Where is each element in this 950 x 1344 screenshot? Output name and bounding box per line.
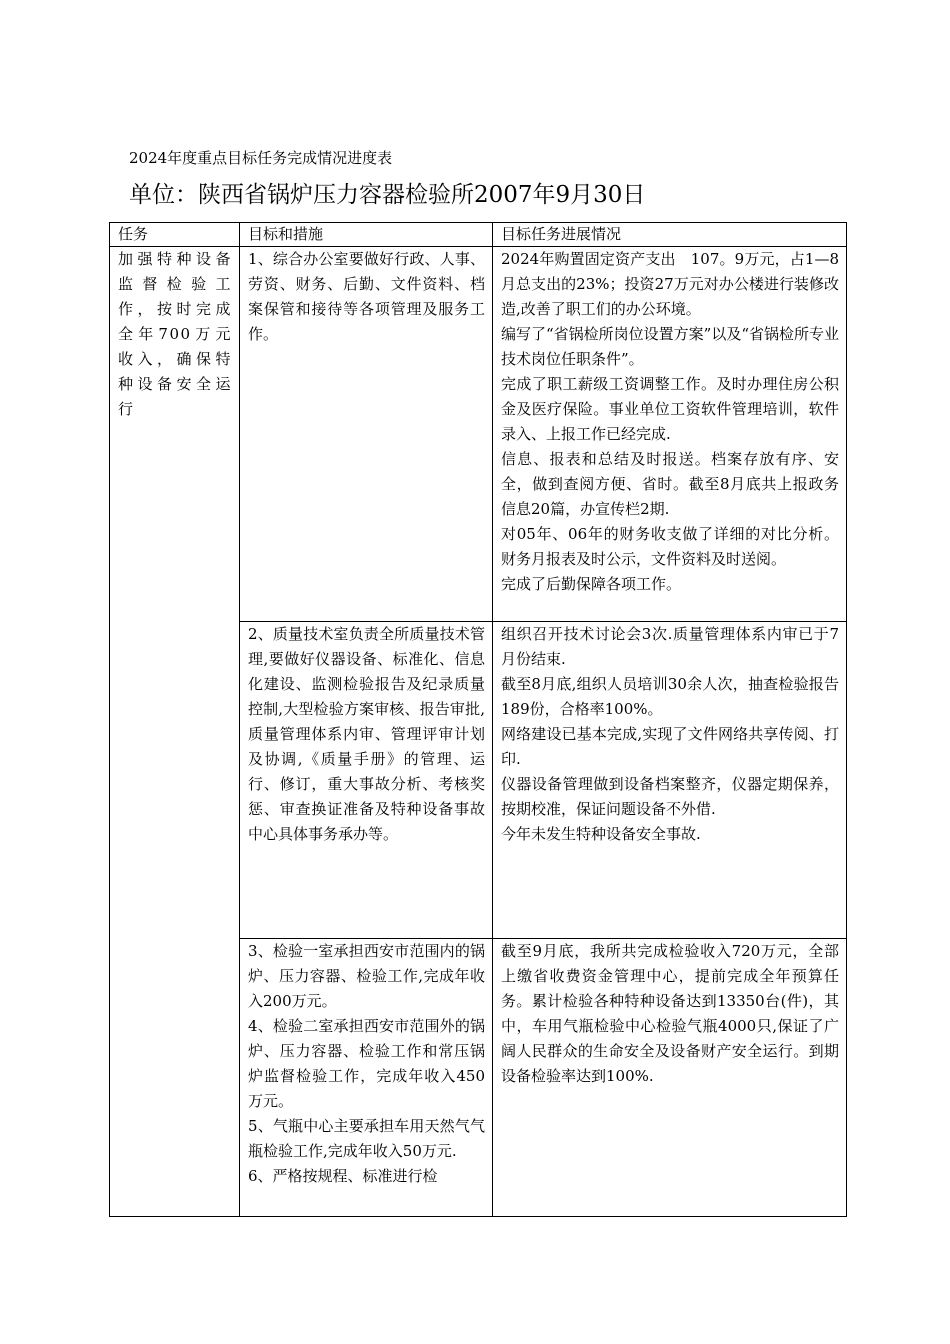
- progress-paragraph: 今年未发生特种设备安全事故.: [501, 825, 701, 843]
- table-row: [110, 247, 847, 622]
- goal-paragraph: 6、严格按规程、标准进行检: [248, 1167, 438, 1185]
- progress-paragraph: 截至9月底，我所共完成检验收入720万元，全部上缴省收费资金管理中心，提前完成全年预算任务。累计检验各种特种设备达到13350台(件)，其中，车用气瓶检验中心检验气瓶4000只,保证了广阔人民群众的生命安全及设备财产安全运行。到期设备检验率达到100%.: [501, 942, 839, 1085]
- goal-paragraph: 5、气瓶中心主要承担车用天然气气瓶检验工作,完成年收入50万元.: [248, 1117, 485, 1160]
- progress-paragraph: 编写了“省锅检所岗位设置方案”以及“省锅检所专业技术岗位任职条件”。: [501, 325, 840, 368]
- document-title: 2024年度重点目标任务完成情况进度表: [129, 149, 393, 167]
- progress-paragraph: 完成了职工薪级工资调整工作。及时办理住房公积金及医疗保险。事业单位工资软件管理培训，软件录入、上报工作已经完成.: [501, 375, 839, 443]
- progress-paragraph: 网络建设已基本完成,实现了文件网络共享传阅、打印.: [501, 725, 839, 768]
- progress-paragraph: 组织召开技术讨论会3次.质量管理体系内审已于7月份结束.: [501, 625, 839, 668]
- progress-paragraph: 2024年购置固定资产支出 107。9万元，占1—8月总支出的23%；投资27万元对办公楼进行装修改造,改善了职工们的办公环境。: [501, 250, 839, 318]
- unit-date-line: 单位：陕西省锅炉压力容器检验所2007年9月30日: [129, 182, 646, 208]
- goal-cell: [240, 247, 493, 622]
- task-cell: [110, 247, 240, 1217]
- progress-paragraph: 对05年、06年的财务收支做了详细的对比分析。财务月报表及时公示，文件资料及时送阅。: [501, 525, 839, 568]
- goal-cell: [240, 939, 493, 1217]
- goal-paragraph: 4、检验二室承担西安市范围外的锅炉、压力容器、检验工作和常压锅炉监督检验工作，完成年收入450万元。: [248, 1017, 485, 1110]
- progress-paragraph: 仪器设备管理做到设备档案整齐，仪器定期保养，按期校准，保证问题设备不外借.: [501, 775, 839, 818]
- header-task: 任务: [110, 223, 240, 247]
- header-progress: 目标任务进展情况: [493, 223, 847, 247]
- task-text: 加强特种设备监督检验工作，按时完成全年700万元收入，确保特种设备安全运行: [118, 250, 232, 418]
- progress-cell: [493, 622, 847, 939]
- goal-paragraph: 1、综合办公室要做好行政、人事、劳资、财务、后勤、文件资料、档案保管和接待等各项管理及服务工作。: [248, 250, 485, 343]
- progress-cell: [493, 939, 847, 1217]
- goal-paragraph: 3、检验一室承担西安市范围内的锅炉、压力容器、检验工作,完成年收入200万元。: [248, 942, 485, 1010]
- progress-cell: [493, 247, 847, 622]
- progress-table: [109, 222, 847, 1217]
- goal-paragraph: 2、质量技术室负责全所质量技术管理,要做好仪器设备、标准化、信息化建设、监测检验报告及纪录质量控制,大型检验方案审核、报告审批,质量管理体系内审、管理评审计划及协调,《质量手册》的管理、运行、修订，重大事故分析、考核奖惩、审查换证准备及特种设备事故中心具体事务承办等。: [248, 625, 485, 843]
- header-goal: 目标和措施: [240, 223, 493, 247]
- table-header-row: [110, 223, 847, 247]
- progress-paragraph: 信息、报表和总结及时报送。档案存放有序、安全，做到查阅方便、省时。截至8月底共上报政务信息20篇，办宣传栏2期.: [501, 450, 839, 518]
- progress-paragraph: 截至8月底,组织人员培训30余人次，抽查检验报告189份，合格率100%。: [501, 675, 839, 718]
- goal-cell: [240, 622, 493, 939]
- progress-paragraph: 完成了后勤保障各项工作。: [501, 575, 682, 593]
